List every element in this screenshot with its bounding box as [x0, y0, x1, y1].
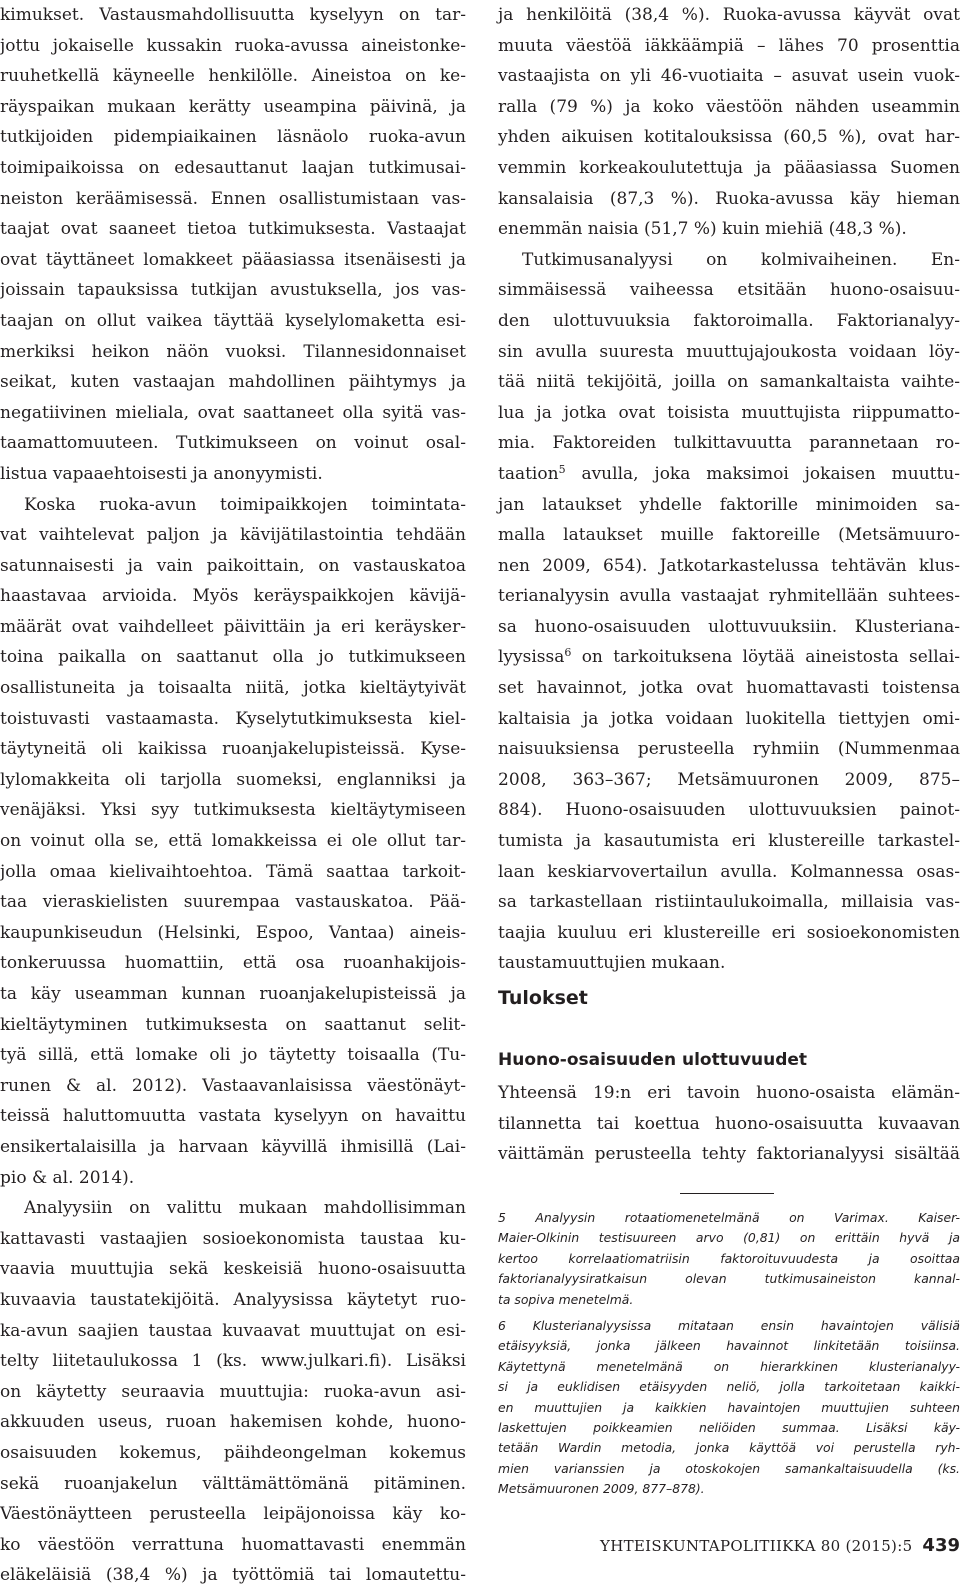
text-line: toistuvasti vastaamasta. Kyselytutkimuksesta kiel-: [0, 708, 466, 729]
footnote-line: si ja euklidisen etäisyyden neliö, jolla tarkoitetaan kaikki-: [498, 1379, 960, 1395]
section-heading: Tulokset: [498, 987, 588, 1009]
text-line: ovat täyttäneet lomakkeet pääasiassa itsenäisesti ja: [0, 249, 466, 270]
text-line: määrät ovat vaihdelleet päivittäin ja eri keräysker-: [0, 616, 466, 637]
text-line: tilannetta tai koettua huono-osaisuutta kuvaavan: [498, 1113, 960, 1134]
text-line: venäjäksi. Yksi syy tutkimuksesta kieltäytymiseen: [0, 800, 466, 821]
text-line: väittämän perusteella tehty faktorianalyysi sisältää: [498, 1144, 960, 1165]
footnote-line: etäisyyksiä, jonka jälkeen havainnot linkitetään toisiinsa.: [498, 1338, 960, 1354]
text-line: Väestönäytteen perusteella leipäjonoissa käy ko-: [0, 1504, 466, 1525]
text-line: negatiivinen mieliala, ovat saattaneet olla syitä vas-: [0, 402, 466, 423]
text-line: vemmin korkeakoulutettuja ja pääasiassa Suomen: [498, 157, 960, 178]
text-line: enemmän naisia (51,7 %) kuin miehiä (48,3 %).: [498, 219, 907, 240]
text-line: tumista ja kasautumista eri klustereille tarkastel-: [498, 831, 960, 852]
text-line: on käytetty seuraavia muuttujia: ruoka-avun asi-: [0, 1381, 466, 1402]
text-line: neiston keräämisessä. Ennen osallistumistaan vas-: [0, 188, 466, 209]
text-line: listua vapaaehtoisesti ja anonyymisti.: [0, 463, 323, 484]
text-line: yhden aikuisen kotitalouksissa (60,5 %), ovat har-: [498, 127, 960, 148]
text-line: Analyysiin on valittu mukaan mahdollisimman: [24, 1198, 466, 1219]
text-line: kansalaisia (87,3 %). Ruoka-avussa käy hieman: [498, 188, 960, 209]
text-line: eläkeläisiä (38,4 %) ja työttömiä tai lomautettu-: [0, 1565, 466, 1586]
text-line: mia. Faktoreiden tulkittavuutta parannetaan ro-: [498, 433, 960, 454]
text-line: räyspaikan mukaan kerätty useampina päivinä, ja: [0, 96, 466, 117]
page-footer: [583, 1535, 960, 1561]
text-line: tutkijoiden pidempiaikainen läsnäolo ruoka-avun: [0, 127, 466, 148]
journal-citation: YHTEISKUNTAPOLITIIKKA 80 (2015):5: [600, 1537, 913, 1555]
text-line: taajia kuuluu eri klustereille eri sosioekonomisten: [498, 922, 960, 943]
text-line: haastavaa arvioida. Myös keräyspaikkojen kävijä-: [0, 586, 466, 607]
text-line: sa huono-osaisuuden ulottuvuuksiin. Klusteriana-: [498, 616, 960, 637]
text-line: on voinut olla se, että lomakkeissa ei ole ollut tar-: [0, 831, 466, 852]
text-line: nen 2009, 654). Jatkotarkastelussa tehtävän klus-: [498, 555, 960, 576]
text-line: ensikertalaisilla ja harvaan käyvillä ihmisillä (Lai-: [0, 1136, 466, 1157]
subsection-heading: Huono-osaisuuden ulottuvuudet: [498, 1050, 808, 1070]
text-line: simmäisessä vaiheessa etsitään huono-osaisuu-: [498, 280, 960, 301]
footnote-line: tetään Wardin metodia, jonka käyttöä voi perustella ryh-: [498, 1440, 960, 1456]
text-line: ko väestöön verrattuna huomattavasti enemmän: [0, 1534, 466, 1555]
footnote-line: Käytettynä menetelmänä on hierarkkinen klusterianalyy-: [498, 1358, 960, 1374]
text-line: ja henkilöitä (38,4 %). Ruoka-avussa käyvät ovat: [498, 5, 960, 25]
text-line: jolla omaa kielivaihtoehtoa. Tämä saattaa tarkoit-: [0, 861, 466, 882]
text-line: tyä sillä, että lomake oli jo täytetty toisaalla (Tu-: [0, 1045, 466, 1066]
text-line: taustamuuttujien mukaan.: [498, 953, 726, 974]
footnotes: [498, 1208, 960, 1499]
footnote-marker[interactable]: 6: [564, 646, 572, 660]
text-line: taa vieraskielisten suurempaa vastauskatoa. Pää-: [0, 892, 466, 913]
text-line: sin avulla suuresta muuttujajoukosta voidaan löy-: [498, 341, 960, 362]
text-line: ruuhetkellä käyneelle henkilölle. Aineistoa on ke-: [0, 66, 466, 87]
text-line: vastaajista on yli 46-vuotiaita – asuvat usein vuok-: [498, 66, 960, 87]
text-line: sa tarkastellaan ristiintaulukoimalla, millaisia vas-: [498, 892, 960, 913]
text-line: seikat, kuten vastaajan mahdollinen päihtymys ja: [0, 372, 466, 393]
text-line: ralla (79 %) ja koko väestöön nähden useammin: [498, 96, 960, 117]
text-line: terianalyysin avulla vastaajat ryhmitellään suhtees-: [498, 586, 960, 607]
text-line: taamattomuuteen. Tutkimukseen on voinut osal-: [0, 433, 466, 454]
footnote-line: en muuttujien ja kaikkien havaintojen muuttujien suhteen: [498, 1399, 960, 1415]
text-line: tonkeruussa huomattiin, että osa ruoanhakijois-: [0, 953, 466, 974]
text-line: kuvaavia taustatekijöitä. Analyysissa käytetyt ruo-: [0, 1289, 466, 1310]
text-line: pio & al. 2014).: [0, 1167, 135, 1188]
text-line: taajan on ollut vaikea täyttää kyselylomaketta esi-: [0, 310, 466, 331]
text-line: kieltäytyminen tutkimuksesta on saattanut selit-: [0, 1014, 466, 1035]
footnote-line: kertoo korrelaatiomatriisin faktoroituvuudesta ja osoittaa: [498, 1250, 960, 1266]
text-line: lylomakkeita oli tarjolla suomeksi, englanniksi ja: [0, 769, 466, 790]
footnote-rule: [680, 1193, 774, 1194]
footnote-line: mien varianssien ja otoskokojen samankaltaisuudella (ks.: [498, 1460, 960, 1476]
text-line: jan lataukset yhdelle faktorille minimoiden sa-: [498, 494, 960, 515]
text-line: akkuuden useus, ruoan hakemisen kohde, huono-: [0, 1412, 466, 1433]
footnote-line: 6 Klusterianalyysissa mitataan ensin havaintojen välisiä: [498, 1317, 960, 1333]
footnote-line: faktorianalyysiratkaisun olevan tutkimusaineiston kannal-: [498, 1271, 960, 1287]
text-line: 2008, 363–367; Metsämuuronen 2009, 875–: [498, 769, 960, 790]
text-line: set havainnot, jotka ovat huomattavasti toistensa: [498, 678, 960, 699]
text-line: vaavia muuttujia sekä keskeisiä huono-osaisuutta: [0, 1259, 466, 1280]
text-line: malla lataukset muille faktoreille (Metsämuuro-: [498, 525, 960, 546]
page-number: 439: [922, 1535, 960, 1556]
text-line: tää niitä tekijöitä, joilla on samankaltaista vaihte-: [498, 372, 960, 393]
text-line: muuta väestöä iäkkäämpiä – lähes 70 prosenttia: [498, 35, 960, 56]
text-line: toimipaikoissa on edesauttanut laajan tutkimusai-: [0, 157, 466, 178]
text-line: lua ja jotka ovat toisista muuttujista riippumatto-: [498, 402, 960, 423]
text-line: vat vaihtelevat paljon ja kävijätilastointia tehdään: [0, 525, 466, 546]
text-line: merkiksi heikon näön vuoksi. Tilannesidonnaiset: [0, 341, 466, 362]
text-line: kaupunkiseudun (Helsinki, Espoo, Vantaa) aineis-: [0, 922, 466, 943]
text-line: ka-avun saajien taustaa kuvaavat muuttujat on esi-: [0, 1320, 466, 1341]
footnote: [498, 1208, 960, 1310]
footnote-marker[interactable]: 5: [558, 462, 566, 476]
text-line: ta käy useamman kunnan ruoanjakelupisteissä ja: [0, 984, 466, 1004]
footnote-line: Maier-Olkinin testisuureen arvo (0,81) on erittäin hyvä ja: [498, 1230, 960, 1246]
footnote: [498, 1316, 960, 1500]
text-line: osaisuuden kokemus, päihdeongelman kokemus: [0, 1442, 466, 1463]
text-line: lyysissa$^6$ on tarkoituksena löytää aineistosta sellai-: [498, 646, 960, 668]
text-line: telty liitetaulukossa 1 (ks. www.julkari.fi). Lisäksi: [0, 1351, 466, 1372]
text-line: laan keskiarvovertailun avulla. Kolmannessa osas-: [498, 861, 960, 882]
text-line: toina paikalla on saattanut olla jo tutkimukseen: [0, 647, 466, 668]
text-line: Yhteensä 19:n eri tavoin huono-osaista elämän-: [498, 1083, 960, 1103]
text-line: runen & al. 2012). Vastaavanlaisissa väestönäyt-: [0, 1075, 466, 1096]
text-line: joissain tapauksissa tutkijan avustuksella, jos vas-: [0, 280, 466, 301]
text-line: Koska ruoka-avun toimipaikkojen toimintata-: [24, 494, 466, 515]
text-line: 884). Huono-osaisuuden ulottuvuuksien painot-: [498, 800, 960, 821]
text-line: naisuuksiensa perusteella ryhmiin (Nummenmaa: [498, 739, 960, 760]
text-line: osallistuneita ja toisaalta niitä, jotka kieltäytyivät: [0, 678, 466, 699]
text-line: taajat ovat saaneet tietoa tutkimuksesta. Vastaajat: [0, 219, 466, 240]
footnote-line: 5 Analyysin rotaatiomenetelmänä on Varimax. Kaiser-: [498, 1210, 960, 1225]
results-paragraph: [498, 1078, 960, 1170]
text-line: jottu jokaiselle kussakin ruoka-avussa aineistonke-: [0, 35, 466, 56]
text-line: taation$^5$ avulla, joka maksimoi jokaisen muuttu-: [498, 462, 960, 484]
text-line: den ulottuvuuksia faktoroimalla. Faktorianalyy-: [498, 310, 960, 331]
text-line: satunnaisesti ja vain paikoittain, on vastauskatoa: [0, 555, 466, 576]
text-line: täytyneitä oli kaikissa ruoanjakelupisteissä. Kyse-: [0, 739, 466, 760]
text-line: kattavasti vastaajien sosioekonomista taustaa ku-: [0, 1228, 466, 1249]
text-line: sekä ruoanjakelun välttämättömänä pitäminen.: [0, 1473, 466, 1494]
footnote-line: Metsämuuronen 2009, 877–878).: [498, 1481, 705, 1497]
right-column: [498, 0, 960, 979]
footnote-line: ta sopiva menetelmä.: [498, 1291, 634, 1307]
text-line: kaltaisia ja jotka voidaan luokitella tiettyjen omi-: [498, 708, 960, 729]
text-line: Tutkimusanalyysi on kolmivaiheinen. En-: [522, 249, 960, 270]
left-column: [0, 0, 466, 1591]
text-line: kimukset. Vastausmahdollisuutta kyselyyn on tar-: [0, 5, 466, 25]
footnote-line: laskettujen poikkeamien neliöiden summaa. Lisäksi käy-: [498, 1419, 960, 1435]
text-line: teissä haluttomuutta vastata kyselyyn on havaittu: [0, 1106, 466, 1127]
